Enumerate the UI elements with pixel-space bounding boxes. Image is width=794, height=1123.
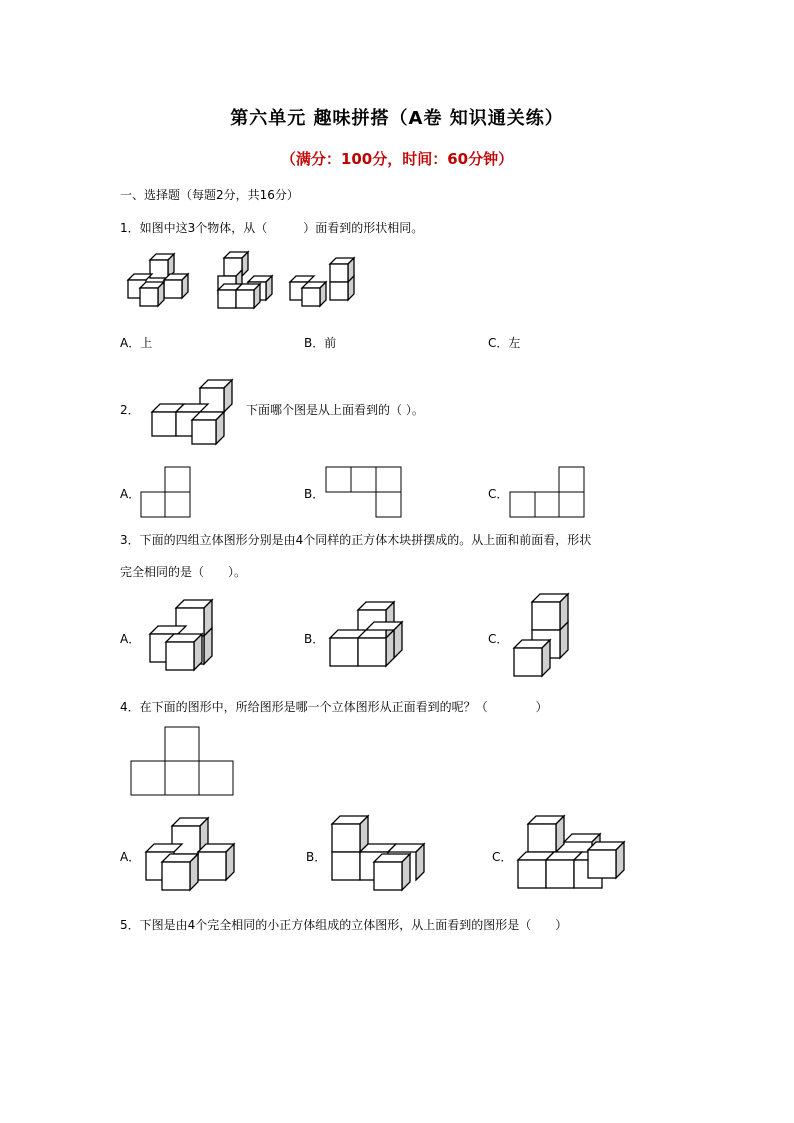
question-3-option-b[interactable]: B．	[304, 632, 325, 646]
question-2-text: 下面哪个图是从上面看到的（ ）。	[246, 403, 424, 417]
page-subtitle: （满分：100分，时间：60分钟）	[280, 150, 514, 168]
question-2-figure	[148, 378, 248, 448]
page-title: 第六单元 趣味拼搭（A卷 知识通关练）	[230, 108, 564, 129]
section-heading: 一、选择题（每题2分，共16分）	[120, 188, 299, 202]
question-5-text: 5．下图是由4个完全相同的小正方体组成的立体图形，从上面看到的图形是（ ）	[120, 918, 568, 932]
question-4-option-c-figure	[516, 814, 626, 898]
question-4-option-a[interactable]: A．	[120, 850, 141, 864]
cube-object-2	[218, 252, 272, 308]
question-2-option-b[interactable]: B．	[304, 487, 325, 501]
question-2-number: 2．	[120, 403, 140, 417]
question-1-option-a[interactable]: A．上	[120, 336, 153, 350]
question-4-option-a-figure	[142, 816, 238, 896]
question-2-option-c[interactable]: C．	[488, 487, 509, 501]
question-4-option-b-figure	[330, 814, 430, 898]
question-4-text: 4．在下面的图形中，所给图形是哪一个立体图形从正面看到的呢？（ ）	[120, 700, 548, 714]
question-4-option-b[interactable]: B．	[306, 850, 327, 864]
question-2-option-b-figure	[325, 466, 405, 518]
question-4-option-c[interactable]: C．	[492, 850, 513, 864]
question-3-text-line2: 完全相同的是（ ）。	[120, 565, 247, 579]
question-1-text: 1．如图中这3个物体，从（ ）面看到的形状相同。	[120, 221, 424, 235]
question-3-text-line1: 3．下面的四组立体图形分别是由4个同样的正方体木块拼摆成的。从上面和前面看，形状	[120, 533, 592, 547]
question-2-option-a[interactable]: A．	[120, 487, 141, 501]
question-2-option-a-figure	[140, 466, 200, 518]
question-3-option-c-figure	[512, 594, 582, 678]
question-3-option-a[interactable]: A．	[120, 632, 141, 646]
question-1-option-c[interactable]: C．左	[488, 336, 521, 350]
question-1-option-b[interactable]: B．前	[304, 336, 337, 350]
cube-object-3	[290, 258, 354, 306]
question-2-option-c-figure	[509, 466, 589, 518]
question-3-option-a-figure	[146, 598, 226, 674]
question-1-figures	[120, 250, 370, 320]
question-3-option-c[interactable]: C．	[488, 632, 509, 646]
question-4-front-view-figure	[130, 726, 236, 796]
question-3-option-b-figure	[330, 602, 410, 672]
cube-object-1	[128, 254, 188, 306]
